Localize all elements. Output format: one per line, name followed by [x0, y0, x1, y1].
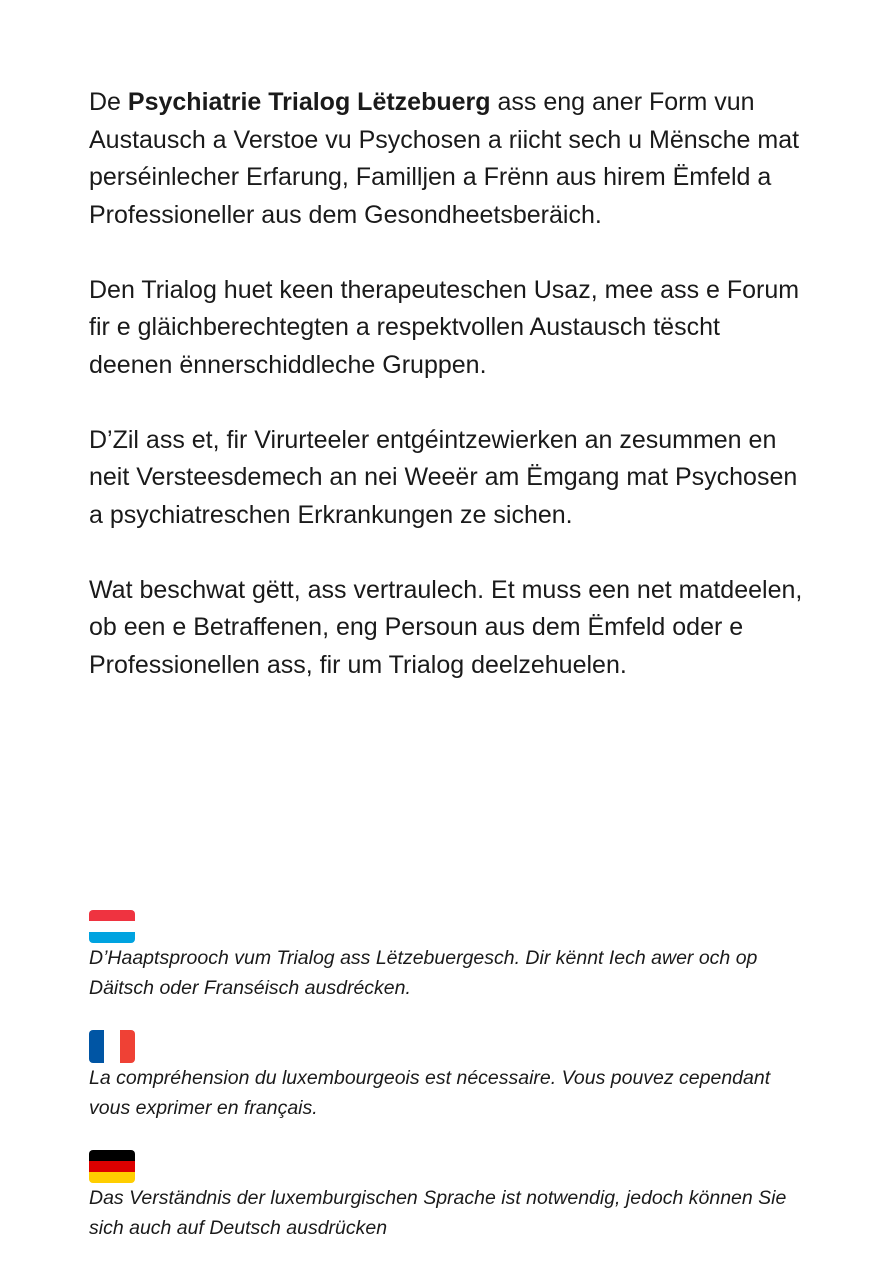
confidentiality-paragraph: Wat beschwat gëtt, ass vertraulech. Et muss een net matdeelen, ob een e Betraffenen, eng Persoun aus dem Ëmfeld oder e Professionellen ass, fir um Trialog deelzehuelen. — [89, 575, 803, 679]
germany-flag-icon — [89, 1150, 135, 1183]
language-note-text: La compréhension du luxembourgeois est nécessaire. Vous pouvez cependant vous exprimer en français. — [89, 1067, 771, 1119]
language-note-text: D’Haaptsprooch vum Trialog ass Lëtzebuergesch. Dir kënnt Iech awer och op Däitsch oder Franséisch ausdrécken. — [89, 947, 758, 999]
france-flag-icon — [89, 1030, 135, 1063]
purpose-paragraph: Den Trialog huet keen therapeuteschen Usaz, mee ass e Forum fir e gläichberechtegten a respektvollen Austausch tëscht deenen ënnerschiddleche Gruppen. — [89, 275, 800, 379]
language-note-luxembourgish — [89, 910, 789, 1003]
intro-paragraph — [89, 84, 809, 234]
intro-rest: ass eng aner Form vun Austausch a Verstoe vu Psychosen a riicht sech u Mënsche mat perséinlecher Erfarung, Familljen a Frënn aus hirem Ëmfeld a Professioneller aus dem Gesondheetsberäich. — [89, 88, 800, 229]
intro-prefix: De — [89, 88, 128, 116]
goal-paragraph: D’Zil ass et, fir Virurteeler entgéintzewierken an zesummen en neit Versteesdemech an nei Weeër am Ëmgang mat Psychosen a psychiatreschen Erkrankungen ze sichen. — [89, 425, 798, 529]
language-notes — [89, 910, 789, 1270]
language-note-text: Das Verständnis der luxemburgischen Sprache ist notwendig, jedoch können Sie sich auch auf Deutsch ausdrücken — [89, 1187, 787, 1239]
main-text — [89, 84, 809, 722]
organization-name: Psychiatrie Trialog Lëtzebuerg — [127, 88, 491, 116]
luxembourg-flag-icon — [89, 910, 135, 943]
language-note-german — [89, 1150, 789, 1243]
language-note-french — [89, 1030, 789, 1123]
